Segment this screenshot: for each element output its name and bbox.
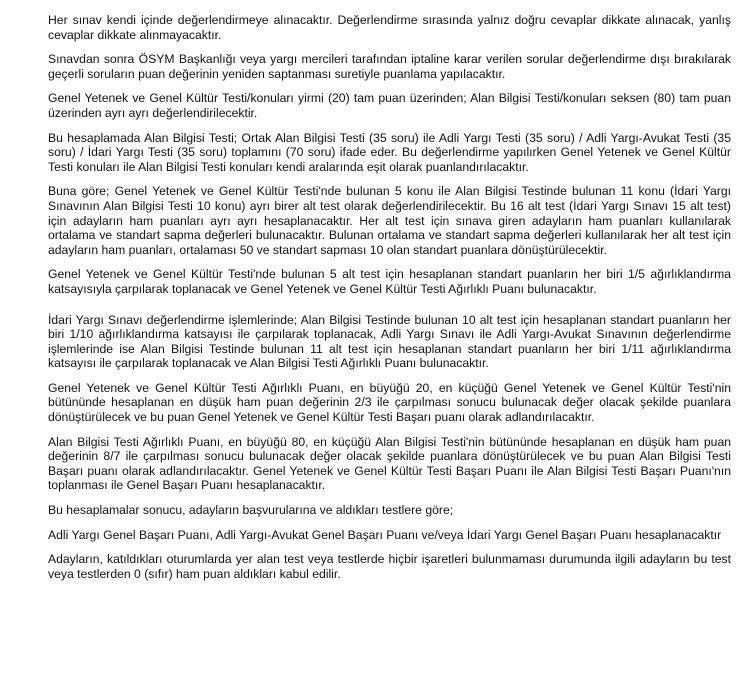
paragraph-field-knowledge-definition: Bu hesaplamada Alan Bilgisi Testi; Ortak Alan Bilgisi Testi (35 soru) ile Adli Yargı Testi (35 soru) / Adli Yargı-Avukat Testi (35 soru) / İdari Yargı Testi (35 soru) toplamını (70 soru) ifade eder. Bu değerlendirme yapılırken Genel Yetenek ve Genel Kültür Testi konuları ile Alan Bilgisi Testi konuları kendi aralarında eşit olarak puanlandırılacaktır.: [48, 130, 731, 174]
paragraph-subtest-standardization: Buna göre; Genel Yetenek ve Genel Kültür Testi'nde bulunan 5 konu ile Alan Bilgisi Testinde bulunan 11 konu (İdari Yargı Sınavının Alan Bilgisi Testi 10 konu) ayrı birer alt test olarak değerlendirilecektir. Bu 16 alt test (İdari Yargı Sınavı 15 alt test) için adayların ham puanları ayrı ayrı hesaplanacaktır. Her alt test için sınava giren adayların ham puanları kullanılarak ortalama ve standart sapma değerleri bulunacaktır. Bulunan ortalama ve standart sapma değerleri kullanılarak her alt test için adayların ham puanları, ortalaması 50 ve standart sapması 10 olan standart puanlara dönüştürülecektir.: [48, 184, 731, 257]
paragraph-calculation-results: Bu hesaplamalar sonucu, adayların başvurularına ve aldıkları testlere göre;: [48, 503, 454, 518]
paragraph-evaluation-scope: Her sınav kendi içinde değerlendirmeye alınacaktır. Değerlendirme sırasında yalnız doğru cevaplar dikkate alınacak, yanlış cevaplar dikkate alınmayacaktır.: [48, 13, 731, 42]
paragraph-zero-raw-score: Adayların, katıldıkları oturumlarda yer alan test veya testlerde hiçbir işaretleri bulunmaması durumunda ilgili adayların bu test veya testlerden 0 (sıfır) ham puan aldıkları kabul edilir.: [48, 552, 731, 581]
paragraph-field-weighted-score: İdari Yargı Sınavı değerlendirme işlemlerinde; Alan Bilgisi Testinde bulunan 10 alt test için hesaplanan standart puanların her biri 1/10 ağırlıklandırma katsayısı ile çarpılarak toplanacak, Adli Yargı Sınavı ile Adli Yargı-Avukat Sınavının değerlendirme işlemlerinde ise Alan Bilgisi Testinde bulunan 11 alt test için hesaplanan standart puanların her biri 1/11 ağırlıklandırma katsayısı ile çarpılarak toplanacak ve Alan Bilgisi Testi Ağırlıklı Puanı bulunacaktır.: [48, 312, 731, 371]
paragraph-cancelled-questions: Sınavdan sonra ÖSYM Başkanlığı veya yargı mercileri tarafından iptaline karar verilen sorular değerlendirme dışı bırakılarak geçerli soruların puan değerinin yeniden saptanması suretiyle puanlama yapılacaktır.: [48, 52, 731, 81]
paragraph-general-success-score: Genel Yetenek ve Genel Kültür Testi Ağırlıklı Puanı, en büyüğü 20, en küçüğü Genel Yetenek ve Genel Kültür Testi'nin bütününde hesaplanan en düşük ham puan değerinin 2/3 ile çarpılması sonucu bulunacak değer olacak şekilde puanlara dönüştürülecek ve bu puan Genel Yetenek ve Genel Kültür Testi Başarı puanı olarak adlandırılacaktır.: [48, 380, 731, 425]
paragraph-field-success-score: Alan Bilgisi Testi Ağırlıklı Puanı, en büyüğü 80, en küçüğü Alan Bilgisi Testi'nin bütününde hesaplanan en düşük ham puan değerinin 8/7 ile çarpılması sonucu bulunacak değer olacak şekilde puanlara dönüştürülecek ve bu puan Alan Bilgisi Testi Başarı puanı olarak adlandırılacaktır. Genel Yetenek ve Genel Kültür Testi Başarı Puanı ile Alan Bilgisi Testi Başarı Puanı'nın toplanması ile Genel Başarı Puanı hesaplanacaktır.: [48, 434, 731, 493]
paragraph-overall-scores: Adli Yargı Genel Başarı Puanı, Adli Yargı-Avukat Genel Başarı Puanı ve/veya İdari Yargı Genel Başarı Puanı hesaplanacaktır: [48, 527, 722, 542]
paragraph-point-distribution: Genel Yetenek ve Genel Kültür Testi/konuları yirmi (20) tam puan üzerinden; Alan Bilgisi Testi/konuları seksen (80) tam puan üzerinden ayrı ayrı değerlendirilecektir.: [48, 91, 731, 120]
paragraph-general-weighted-score: Genel Yetenek ve Genel Kültür Testi'nde bulunan 5 alt test için hesaplanan standart puanların her biri 1/5 ağırlıklandırma katsayısıyla çarpılarak toplanacak ve Genel Yetenek ve Genel Kültür Testi Ağırlıklı Puanı bulunacaktır.: [48, 267, 731, 296]
